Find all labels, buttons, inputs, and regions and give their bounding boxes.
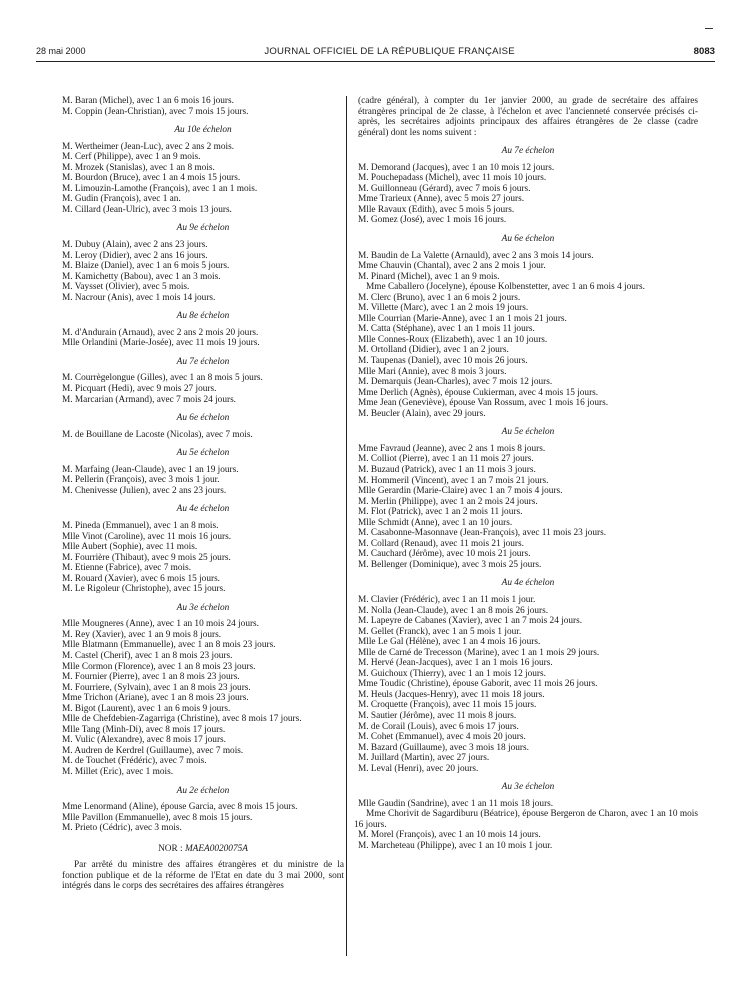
list-item: M. Juillard (Martin), avec 27 jours.	[358, 753, 490, 764]
list-item: M. Baran (Michel), avec 1 an 6 mois 16 jours.	[62, 96, 234, 106]
list-item: M. Courrègelongue (Gilles), avec 1 an 8 mois 5 jours.	[62, 373, 263, 384]
echelon-heading: Au 3e échelon	[501, 782, 555, 793]
list-item: M. Morel (François), avec 1 an 10 mois 14 jours.	[358, 830, 541, 841]
list-item: M. Collard (Renaud), avec 11 mois 21 jours.	[358, 538, 524, 549]
list-item: Mlle Le Gal (Hélène), avec 1 an 4 mois 16 jours.	[358, 637, 541, 648]
list-item: M. Gellet (Franck), avec 1 an 5 mois 1 jour.	[358, 626, 522, 637]
list-item: Mlle Vinot (Caroline), avec 11 mois 16 jours.	[62, 531, 232, 542]
list-item: Mlle Aubert (Sophie), avec 11 mois.	[62, 542, 198, 553]
list-item: M. de Touchet (Frédéric), avec 7 mois.	[62, 756, 207, 767]
list-item: M. Colliot (Pierre), avec 1 an 11 mois 27 jours.	[358, 454, 534, 465]
header-title: JOURNAL OFFICIEL DE LA RÉPUBLIQUE FRANÇAISE	[264, 46, 515, 57]
list-item: Mme Chauvin (Chantal), avec 2 ans 2 mois 1 jour.	[358, 261, 546, 272]
echelon-heading: Au 8e échelon	[176, 311, 230, 322]
list-item: M. Clavier (Frédéric), avec 1 an 11 mois 1 jour.	[358, 594, 536, 605]
header-rule	[36, 61, 715, 62]
list-item: M. Fourrière (Thibaut), avec 9 mois 25 jours.	[62, 552, 231, 563]
list-item: Mlle Blatmann (Emmanuelle), avec 1 an 8 mois 23 jours.	[62, 640, 276, 651]
list-item: M. Croquette (François), avec 11 mois 15 jours.	[358, 700, 537, 711]
list-item: M. Le Rigoleur (Christophe), avec 15 jours.	[62, 584, 226, 595]
list-item: Mlle Cormon (Florence), avec 1 an 8 mois 23 jours.	[62, 661, 256, 672]
header-page-number: 8083	[693, 46, 715, 57]
list-item: M. Limouzin-Lamothe (François), avec 1 an 1 mois.	[62, 183, 258, 194]
list-item: Mlle de Chefdebien-Zagarriga (Christine), avec 8 mois 17 jours.	[62, 714, 302, 725]
list-item: Mlle Mougneres (Anne), avec 1 an 10 mois 24 jours.	[62, 619, 260, 630]
list-item: M. Marcarian (Armand), avec 7 mois 24 jours.	[62, 394, 237, 405]
list-item: M. Buzaud (Patrick), avec 1 an 11 mois 3 jours.	[358, 464, 536, 475]
list-item: Mlle Ravaux (Edith), avec 5 mois 5 jours.	[358, 204, 515, 215]
list-item: M. Flot (Patrick), avec 1 an 2 mois 11 jours.	[358, 507, 523, 518]
list-item: Mlle Schmidt (Anne), avec 1 an 10 jours.	[358, 517, 513, 528]
list-item: Mme Trarieux (Anne), avec 5 mois 27 jours.	[358, 194, 525, 205]
list-item: M. Lapeyre de Cabanes (Xavier), avec 1 an 7 mois 24 jours.	[358, 616, 583, 627]
list-item: M. Cohet (Emmanuel), avec 4 mois 20 jours.	[358, 732, 526, 743]
list-item: M. Bigot (Laurent), avec 1 an 6 mois 9 jours.	[62, 703, 231, 714]
list-item: M. Wertheimer (Jean-Luc), avec 2 ans 2 mois.	[62, 141, 235, 152]
list-item: M. de Bouillane de Lacoste (Nicolas), avec 7 mois.	[62, 429, 253, 440]
list-item: Mlle Orlandini (Marie-Josée), avec 11 mois 19 jours.	[62, 338, 260, 349]
list-item: Mlle Pavillon (Emmanuelle), avec 8 mois 15 jours.	[62, 812, 253, 823]
list-item: Mlle Mari (Annie), avec 8 mois 3 jours.	[358, 366, 507, 377]
list-item: M. Vulic (Alexandre), avec 8 mois 17 jours.	[62, 735, 226, 746]
nor-prefix: NOR :	[158, 843, 183, 854]
list-item: Mme Favraud (Jeanne), avec 2 ans 1 mois 8 jours.	[358, 443, 546, 454]
list-item: M. Leval (Henri), avec 20 jours.	[358, 763, 479, 774]
list-item: M. Pinard (Michel), avec 1 an 9 mois.	[358, 271, 500, 282]
list-item: M. Merlin (Philippe), avec 1 an 2 mois 24 jours.	[358, 496, 538, 507]
list-item: M. Fourriere, (Sylvain), avec 1 an 8 mois 23 jours.	[62, 682, 251, 693]
list-item: M. Hommeril (Vincent), avec 1 an 7 mois 21 jours.	[358, 475, 549, 486]
decree-paragraph-continued: (cadre général), à compter du 1er janvier 2000, au grade de secrétaire des affaires étrangères principal de 2e classe, à l'échelon et avec l'ancienneté conservée précisés ci-après, les secrétaires adjoints principaux des affaires étrangères de 2e classe (cadre général) dont les noms suivent :	[358, 96, 698, 138]
list-item: M. Vaysset (Olivier), avec 5 mois.	[62, 282, 190, 293]
crop-mark	[705, 28, 713, 29]
list-item: M. Clerc (Bruno), avec 1 an 6 mois 2 jours.	[358, 292, 521, 303]
list-item: M. Guillonneau (Gérard), avec 7 mois 6 jours.	[358, 183, 531, 194]
list-item: Mme Caballero (Jocelyne), épouse Kolbenstetter, avec 1 an 6 mois 4 jours.	[366, 282, 645, 293]
header-date: 28 mai 2000	[36, 46, 86, 56]
list-item: M. Castel (Cherif), avec 1 an 8 mois 23 jours.	[62, 650, 233, 661]
column-divider	[346, 96, 347, 956]
list-item: M. Prieto (Cédric), avec 3 mois.	[62, 823, 182, 834]
echelon-heading: Au 7e échelon	[176, 356, 230, 367]
list-item: M. Fournier (Pierre), avec 1 an 8 mois 23 jours.	[62, 672, 240, 683]
list-item: M. Leroy (Didier), avec 2 ans 16 jours.	[62, 250, 208, 261]
list-item: M. Kamichetty (Babou), avec 1 an 3 mois.	[62, 271, 221, 282]
list-item: Mme Jean (Geneviève), épouse Van Rossum, avec 1 mois 16 jours.	[358, 398, 609, 409]
list-item: M. Taupenas (Daniel), avec 10 mois 26 jours.	[358, 356, 528, 367]
list-item: M. Millet (Eric), avec 1 mois.	[62, 766, 174, 777]
list-item: M. Hervé (Jean-Jacques), avec 1 an 1 mois 16 jours.	[358, 658, 553, 669]
list-item: M. Gomez (José), avec 1 mois 16 jours.	[358, 215, 507, 226]
list-item: M. Bourdon (Bruce), avec 1 an 4 mois 15 jours.	[62, 173, 241, 184]
list-item: M. Cauchard (Jérôme), avec 10 mois 21 jours.	[358, 549, 531, 560]
right-column	[354, 96, 698, 852]
list-item: M. Villette (Marc), avec 1 an 2 mois 19 jours.	[358, 303, 529, 314]
list-item: Mme Chorivit de Sagardiburu (Béatrice), épouse Bergeron de Charon, avec 1 an 10 mois 16 jours.	[354, 809, 698, 830]
list-item: M. Nolla (Jean-Claude), avec 1 an 8 mois 26 jours.	[358, 605, 549, 616]
list-item: Mme Derlich (Agnès), épouse Cukierman, avec 4 mois 15 jours.	[358, 387, 599, 398]
list-item: M. Casabonne-Masonnave (Jean-François), avec 11 mois 23 jours.	[358, 528, 607, 539]
list-item: M. Cerf (Philippe), avec 1 an 9 mois.	[62, 152, 201, 163]
list-item: M. Marfaing (Jean-Claude), avec 1 an 19 jours.	[62, 464, 239, 475]
list-item: M. Coppin (Jean-Christian), avec 7 mois 15 jours.	[62, 106, 249, 117]
list-item: M. Pouchepadass (Michel), avec 11 mois 10 jours.	[358, 173, 547, 184]
list-item: M. Mrozek (Stanislas), avec 1 an 8 mois.	[62, 162, 215, 173]
list-item: M. Pineda (Emmanuel), avec 1 an 8 mois.	[62, 520, 219, 531]
list-item: M. Demarquis (Jean-Charles), avec 7 mois 12 jours.	[358, 377, 553, 388]
list-item: M. Blaize (Daniel), avec 1 an 6 mois 5 jours.	[62, 261, 230, 272]
list-item: M. Nacrour (Anis), avec 1 mois 14 jours.	[62, 292, 216, 303]
list-item: M. d'Andurain (Arnaud), avec 2 ans 2 mois 20 jours.	[62, 327, 259, 338]
echelon-heading: Au 10e échelon	[174, 125, 232, 136]
list-item: M. Beucler (Alain), avec 29 jours.	[358, 408, 486, 419]
echelon-heading: Au 6e échelon	[501, 234, 555, 245]
list-item: M. Heuls (Jacques-Henry), avec 11 mois 18 jours.	[358, 689, 545, 700]
nor-reference	[62, 844, 344, 855]
echelon-heading: Au 4e échelon	[176, 504, 230, 515]
list-item: M. Bazard (Guillaume), avec 3 mois 18 jours.	[358, 742, 529, 753]
list-item: M. Ortolland (Didier), avec 1 an 2 jours.	[358, 345, 509, 356]
nor-code: MAEA0020075A	[184, 843, 248, 854]
list-item: M. Chenivesse (Julien), avec 2 ans 23 jours.	[62, 485, 227, 496]
list-item: Mlle Gaudin (Sandrine), avec 1 an 11 mois 18 jours.	[358, 798, 554, 809]
list-item: M. Gudin (François), avec 1 an.	[62, 194, 181, 205]
list-item: Mlle Connes-Roux (Elizabeth), avec 1 an 10 jours.	[358, 334, 548, 345]
list-item: M. Marcheteau (Philippe), avec 1 an 10 mois 1 jour.	[358, 841, 553, 851]
list-item: M. Catta (Stéphane), avec 1 an 1 mois 11 jours.	[358, 324, 535, 335]
list-item: M. Guichoux (Thierry), avec 1 an 1 mois 12 jours.	[358, 668, 546, 679]
list-item: M. Cillard (Jean-Ulric), avec 3 mois 13 jours.	[62, 204, 232, 215]
list-item: M. Audren de Kerdrel (Guillaume), avec 7 mois.	[62, 745, 244, 756]
list-item: Mlle de Carné de Trecesson (Marine), avec 1 an 1 mois 29 jours.	[358, 647, 600, 658]
echelon-heading: Au 5e échelon	[176, 448, 230, 459]
left-column	[62, 96, 344, 892]
echelon-heading: Au 6e échelon	[176, 413, 230, 424]
page-header	[36, 46, 715, 62]
list-item: Mme Trichon (Ariane), avec 1 an 8 mois 23 jours.	[62, 693, 249, 704]
list-item: M. Pellerin (François), avec 3 mois 1 jour.	[62, 475, 220, 486]
list-item: M. Bellenger (Dominique), avec 3 mois 25 jours.	[358, 559, 542, 570]
list-item: Mlle Courrian (Marie-Anne), avec 1 an 1 mois 21 jours.	[358, 313, 567, 324]
echelon-heading: Au 4e échelon	[501, 578, 555, 589]
list-item: M. Demorand (Jacques), avec 1 an 10 mois 12 jours.	[358, 162, 555, 173]
list-item: M. Rey (Xavier), avec 1 an 9 mois 8 jours.	[62, 629, 222, 640]
echelon-heading: Au 9e échelon	[176, 223, 230, 234]
list-item: Mlle Gerardin (Marie-Claire) avec 1 an 7 mois 4 jours.	[358, 486, 563, 497]
list-item: Mme Lenormand (Aline), épouse Garcia, avec 8 mois 15 jours.	[62, 802, 298, 813]
list-item: Mme Toudic (Christine), épouse Gaborit, avec 11 mois 26 jours.	[358, 679, 598, 690]
list-item: M. de Corail (Louis), avec 6 mois 17 jours.	[358, 721, 519, 732]
echelon-heading: Au 5e échelon	[501, 427, 555, 438]
list-item: M. Rouard (Xavier), avec 6 mois 15 jours.	[62, 573, 221, 584]
decree-paragraph: Par arrêté du ministre des affaires étrangères et du ministre de la fonction publique et de la réforme de l'Etat en date du 3 mai 2000, sont intégrés dans le corps des secrétaires des affaires étrangères	[62, 860, 344, 892]
list-item: M. Sautier (Jérôme), avec 11 mois 8 jours.	[358, 710, 517, 721]
list-item: M. Baudin de La Valette (Arnauld), avec 2 ans 3 mois 14 jours.	[358, 250, 594, 261]
list-item: M. Dubuy (Alain), avec 2 ans 23 jours.	[62, 240, 208, 251]
echelon-heading: Au 7e échelon	[501, 146, 555, 157]
echelon-heading: Au 3e échelon	[176, 602, 230, 613]
echelon-heading: Au 2e échelon	[176, 785, 230, 796]
list-item: Mlle Tang (Minh-Di), avec 8 mois 17 jours.	[62, 724, 226, 735]
list-item: M. Etienne (Fabrice), avec 7 mois.	[62, 563, 192, 574]
list-item: M. Picquart (Hedi), avec 9 mois 27 jours.	[62, 384, 217, 395]
